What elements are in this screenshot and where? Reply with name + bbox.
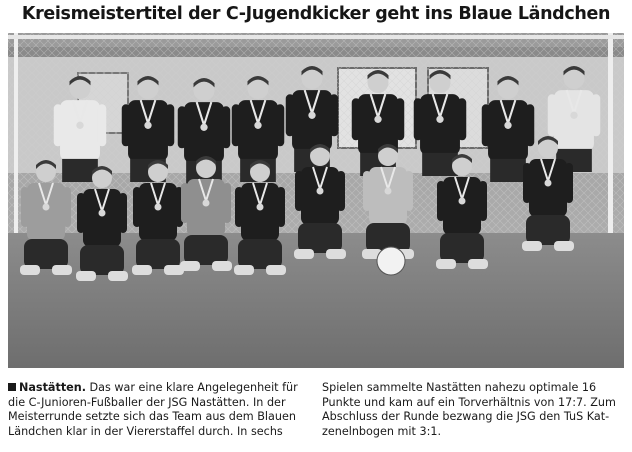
caption-line-8: zenelnbogen mit 3:1. (322, 424, 442, 438)
caption-line-6: Punkte und kam auf ein Torverhältnis von 17:7. Zum (322, 395, 616, 409)
caption-line-5: Spielen sammelte Nastätten nahezu optimale 16 (322, 381, 597, 394)
caption-line-2: die C-Junioren-Fußballer der JSG Nastätten. In der (8, 395, 286, 409)
caption-line-4: Ländchen klar in der Viererstaffel durch. In sechs (8, 424, 283, 438)
dateline: Nastätten. (19, 381, 86, 394)
bullet-square-icon (8, 383, 16, 391)
caption-right-column (322, 381, 624, 439)
headline: Kreismeistertitel der C-Jugendkicker geht ins Blaue Ländchen (21, 4, 611, 24)
team-photo (8, 33, 624, 368)
caption-text: Das war eine klare Angelegenheit für (85, 381, 298, 394)
caption-line-1 (8, 381, 308, 396)
caption-line-3: Meisterrunde setzte sich das Team aus dem Blauen (8, 410, 296, 424)
caption-left-column (8, 381, 308, 439)
caption-line-7: Abschluss der Runde bezwang die JSG den TuS Kat- (322, 410, 610, 424)
football (377, 247, 405, 275)
